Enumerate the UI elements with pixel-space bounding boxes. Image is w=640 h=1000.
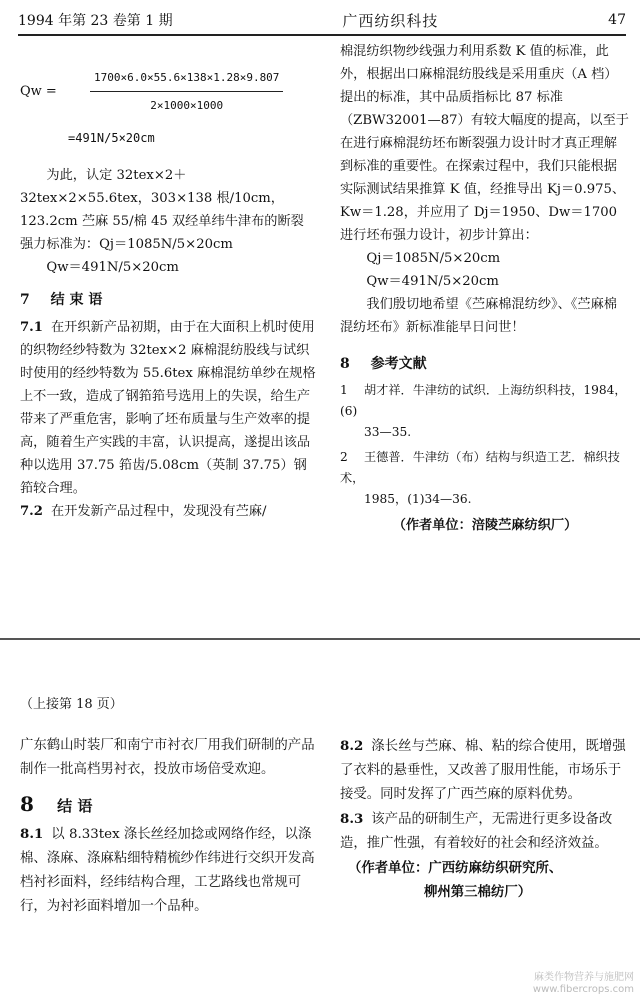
section-heading <box>20 792 316 818</box>
paragraph-8-1 <box>20 822 316 919</box>
author-affiliation: （作者单位：涪陵苎麻纺织厂） <box>392 518 578 533</box>
section-title: 参考文献 <box>370 356 427 372</box>
bottom-left-column <box>20 734 316 919</box>
continued-note: （上接第 18 页） <box>20 697 123 712</box>
paragraph-text: 以 8.33tex 涤长丝经加捻或网络作经，以涤棉、涤麻、涤麻粘细特精梳纱作纬进行交织开发高档衬衫面料，经纬结构合理，工艺路线也常规可行，为衬衫面料增加一个品种。 <box>20 827 315 914</box>
reference-item <box>340 447 630 489</box>
paragraph-8-3 <box>340 807 630 856</box>
section-number: 7 <box>20 292 30 308</box>
page-header <box>18 6 626 36</box>
reference-text: 胡才祥．牛津纺的试织．上海纺织科技，1984，(6) <box>340 383 627 418</box>
qw-formula <box>20 66 316 117</box>
formula-numerator: 1700×6.0×55.6×138×1.28×9.807 <box>90 66 283 92</box>
paragraph: 棉混纺织物纱线强力利用系数 K 值的标准，此外，根据出口麻棉混纺股线是采用重庆（A 档）提出的标准，其中品质指标比 87 标准（ZBW32001—87）有较大幅度的提高，以至于在进行麻棉混纺坯布断裂强力设计时才真正理解到标准的重要性。在探索过程中，我们只能根据实际测试结果推算 K 值，经推导出 Kj＝0.975、Kw＝1.28，并应用了 Dj＝1950、Dw＝1700 进行坯布强力设计，初步计算出： <box>340 44 629 243</box>
paragraph-text: 该产品的研制生产，无需进行更多设备改造，推广性强，有着较好的社会和经济效益。 <box>340 812 613 851</box>
paragraph-label: 8.3 <box>340 811 364 827</box>
reference-continued: 1985，(1)34—36. <box>364 492 472 506</box>
reference-continued: 33—35. <box>364 425 412 439</box>
paragraph-7-2 <box>20 500 316 523</box>
bottom-right-column <box>340 734 630 904</box>
equation: Qj＝1085N/5×20cm <box>366 251 501 266</box>
reference-item <box>340 380 630 422</box>
paragraph-label: 7.1 <box>20 320 43 335</box>
paragraph-label: 8.1 <box>20 826 44 842</box>
section-title: 结 束 语 <box>50 292 103 308</box>
formula-fraction <box>90 66 283 117</box>
paragraph-text: 在开织新产品初期，由于在大面积上机时使用的织物经纱特数为 32tex×2 麻棉混纺股线与试织时使用的经纱特数为 55.6tex 麻棉混纺单纱在规格上不一致，造成了钢筘筘号选用上的失误，给生产带来了严重危害，影响了坯布质量与生产效率的提高，随着生产实践的丰富，认识提高，遂提出该品种以选用 37.75 筘齿/5.08cm（英制 37.75）钢筘较合理。 <box>20 320 316 496</box>
paragraph-text: 在开发新产品过程中，发现没有苎麻/ <box>50 504 267 519</box>
paragraph-label: 8.2 <box>340 738 364 754</box>
paragraph: 为此，认定 32tex×2＋32tex×2×55.6tex，303×138 根/10cm，123.2cm 苎麻 55/棉 45 双经单纬牛津布的断裂强力标准为：Qj＝1085N/5×20cm <box>20 168 304 252</box>
section-number: 8 <box>20 792 34 816</box>
paragraph-8-2 <box>340 734 630 807</box>
paragraph: 广东鹤山时装厂和南宁市衬衣厂用我们研制的产品制作一批高档男衬衣，投放市场倍受欢迎。 <box>20 738 315 777</box>
paragraph-7-1 <box>20 316 316 500</box>
formula-lhs: Qw = <box>20 84 57 99</box>
section-title: 结 语 <box>57 797 93 815</box>
reference-text: 王德普．牛津纺（布）结构与织造工艺．棉织技术， <box>340 450 620 485</box>
reference-number: 2 <box>340 450 348 464</box>
equation: Qw＝491N/5×20cm <box>46 260 179 275</box>
top-left-column <box>20 58 316 523</box>
watermark <box>533 972 634 996</box>
paragraph: 我们殷切地希望《苎麻棉混纺纱》、《苎麻棉混纺坯布》新标准能早日问世！ <box>340 297 617 335</box>
author-affiliation: （作者单位：广西纺麻纺织研究所、 <box>348 860 563 876</box>
references-heading <box>340 353 630 376</box>
page-number: 47 <box>608 12 626 28</box>
issue-info: 1994 年第 23 卷第 1 期 <box>18 13 173 29</box>
author-affiliation-continued: 柳州第三棉纺厂） <box>424 884 532 900</box>
top-right-column <box>340 40 630 537</box>
paragraph-label: 7.2 <box>20 504 43 519</box>
paragraph-text: 涤长丝与苎麻、棉、粘的综合使用，既增强了衣料的悬垂性，又改善了服用性能，市场乐于接受。同时发挥了广西苎麻的原料优势。 <box>340 739 626 802</box>
journal-title: 广西纺织科技 <box>342 11 439 30</box>
watermark-line: www.fibercrops.com <box>532 984 634 995</box>
section-heading <box>20 289 316 312</box>
watermark-line: 麻类作物营养与施肥网 <box>534 972 634 983</box>
formula-denominator: 2×1000×1000 <box>150 99 224 112</box>
formula-result: =491N/5×20cm <box>68 131 155 145</box>
section-number: 8 <box>340 356 350 372</box>
section-divider <box>0 638 640 640</box>
reference-number: 1 <box>340 383 348 397</box>
equation: Qw＝491N/5×20cm <box>366 274 499 289</box>
